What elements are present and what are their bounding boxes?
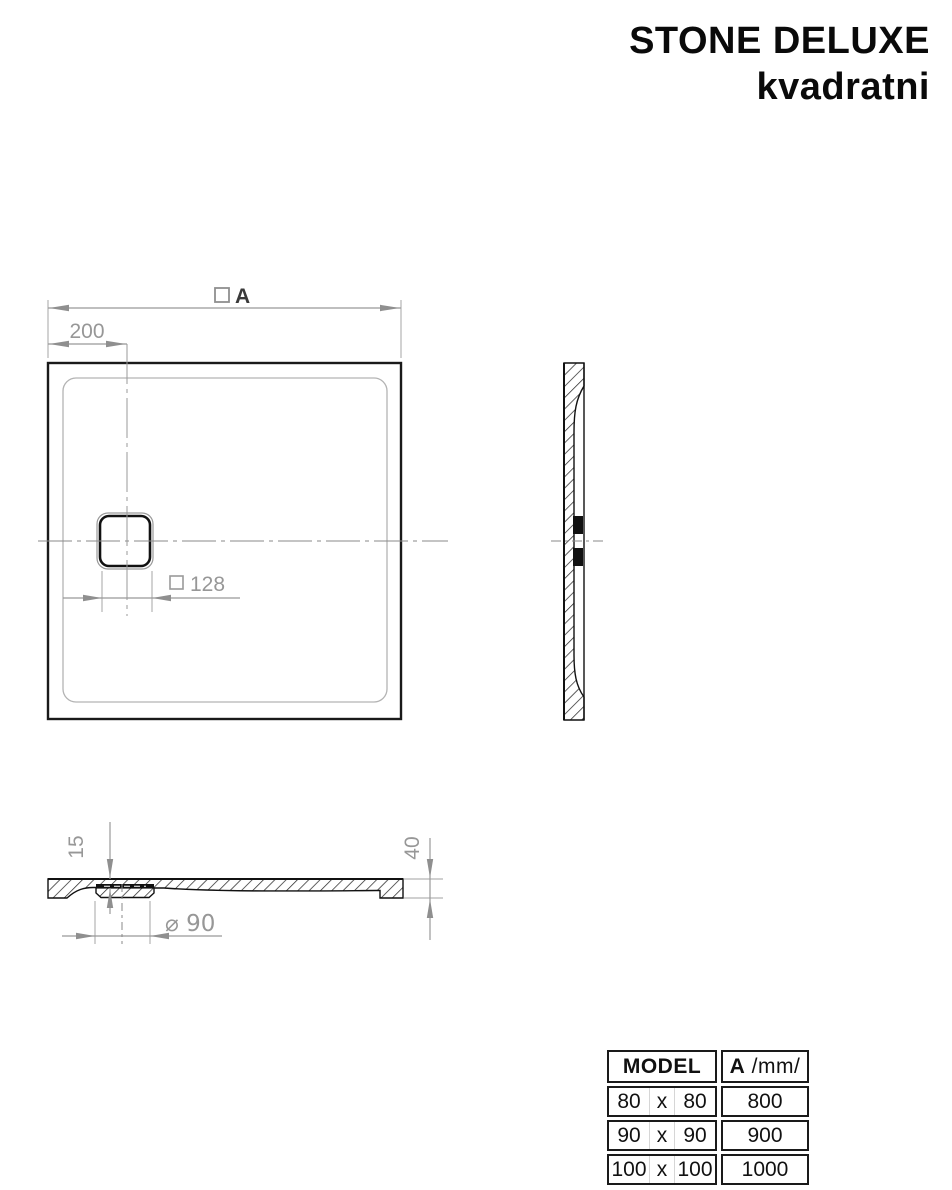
table-row-a-2: 1000 xyxy=(721,1154,809,1185)
tray-floor-edge xyxy=(63,378,387,702)
table-row-a-1: 900 xyxy=(721,1120,809,1151)
side-drain-cover-upper xyxy=(573,516,583,534)
table-row-a-0: 800 xyxy=(721,1086,809,1117)
spec-table xyxy=(607,1050,809,1185)
dim-drain-128 xyxy=(63,571,240,612)
spec-table-header-a: A /mm/ xyxy=(721,1050,809,1083)
product-title: STONE DELUXE xyxy=(629,20,930,62)
spec-table-header-model: MODEL xyxy=(607,1050,717,1083)
dim-height-label: 40 xyxy=(401,836,424,860)
table-row-model-1: 90 x 90 xyxy=(607,1120,717,1151)
dim-overall-label: A xyxy=(235,285,251,308)
spec-table-model-column xyxy=(607,1050,717,1185)
dim-diameter-90 xyxy=(62,901,222,944)
table-row-model-2: 100 x 100 xyxy=(607,1154,717,1185)
dim-diameter-label: ⌀ 90 xyxy=(165,911,216,937)
dim-offset-label: 200 xyxy=(69,320,105,343)
square-symbol-icon xyxy=(215,288,229,302)
square-symbol-icon xyxy=(170,576,183,589)
dim-offset-200 xyxy=(48,320,127,347)
spec-table-a-column xyxy=(721,1050,809,1185)
dim-depth-label: 15 xyxy=(65,835,88,859)
bottom-section-view xyxy=(48,822,443,944)
product-subtitle: kvadratni xyxy=(756,66,930,109)
dim-drain-label: 128 xyxy=(190,573,226,596)
dim-height-40 xyxy=(401,836,443,940)
table-row-model-0: 80 x 80 xyxy=(607,1086,717,1117)
side-section-view xyxy=(551,363,607,720)
plan-view xyxy=(38,285,448,719)
side-drain-cover-lower xyxy=(573,548,583,566)
dim-depth-15 xyxy=(65,822,113,914)
